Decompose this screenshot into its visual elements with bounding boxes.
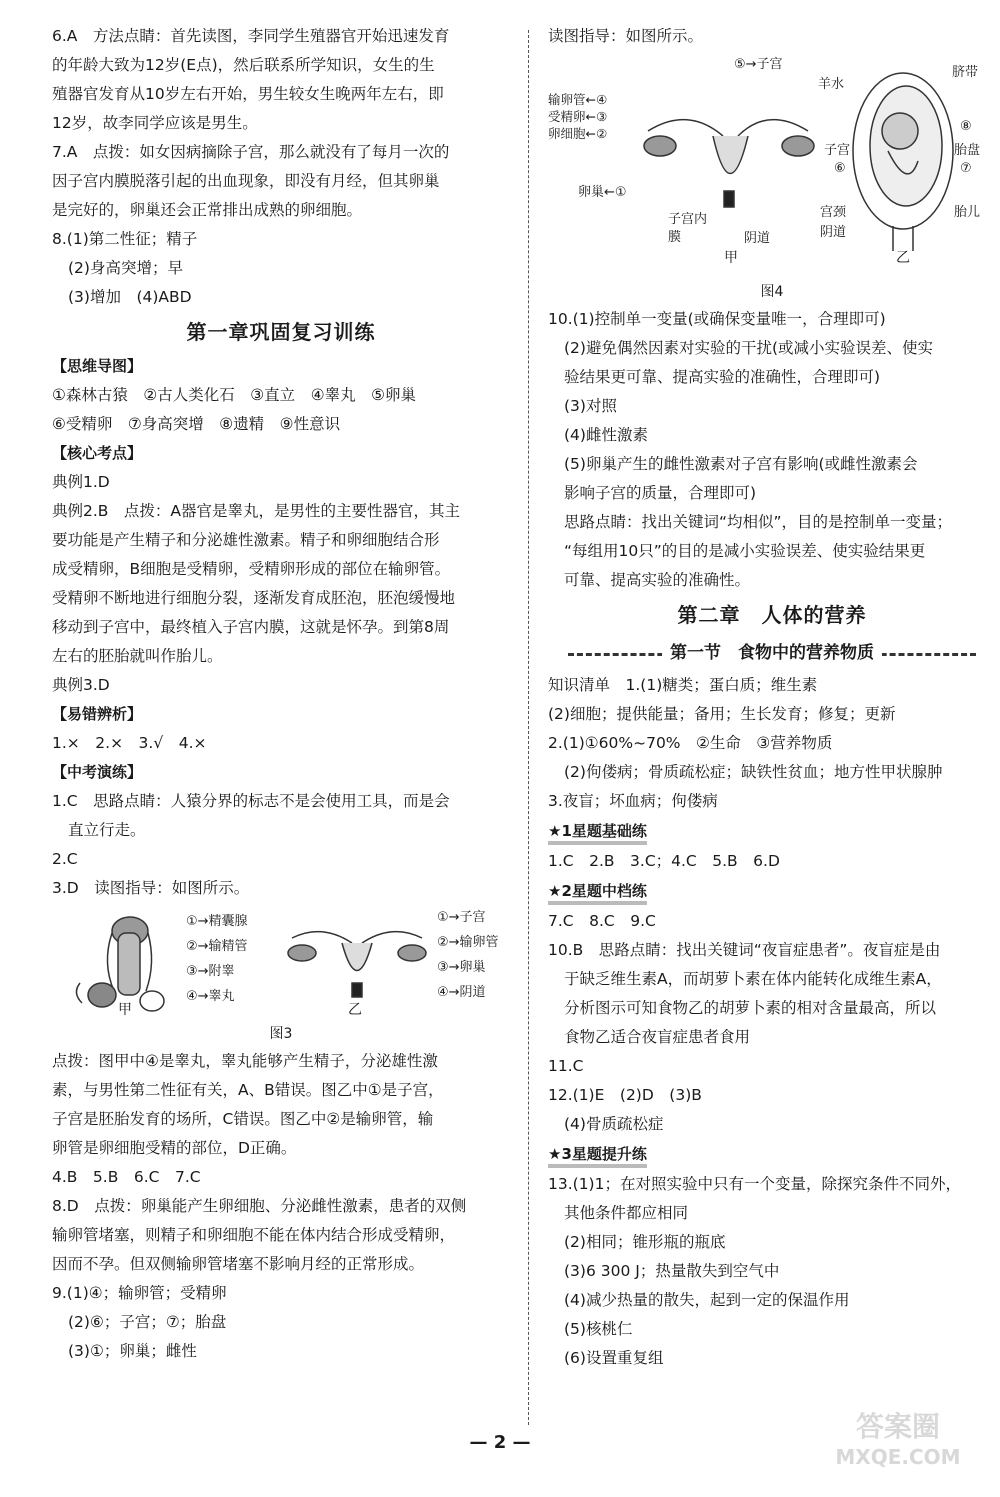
- star-3-heading: [548, 1139, 996, 1170]
- section-tag: 【核心考点】: [52, 444, 143, 462]
- text-line: 典例2.B 点拨：A器官是睾丸，是男性的主要性器官，其主: [52, 502, 461, 520]
- text-line: 12.(1)E (2)D (3)B: [548, 1086, 702, 1104]
- figure-4-left-labels: [548, 91, 607, 142]
- text-line: 12岁，故李同学应该是男生。: [52, 114, 258, 132]
- text-line: (2)相同；锥形瓶的瓶底: [564, 1233, 726, 1251]
- figure-3-caption: 图3: [269, 1026, 293, 1042]
- section-tag: 【思维导图】: [52, 357, 143, 375]
- chapter-2-title: 第二章 人体的营养: [677, 603, 867, 627]
- label-vagina-jia: 阴道: [744, 231, 771, 246]
- column-divider: [528, 30, 530, 1425]
- text-line: 3.D 读图指导：如图所示。: [52, 879, 250, 897]
- text-line: 食物乙适合夜盲症患者食用: [564, 1028, 751, 1046]
- text-line: 10.(1)控制单一变量(或确保变量唯一，合理即可): [548, 310, 886, 328]
- text-line: 读图指导：如图所示。: [548, 27, 704, 45]
- text-line: 点拨：图甲中④是睾丸，睾丸能够产生精子，分泌雄性激: [52, 1052, 438, 1070]
- label-testis: ④→睾丸: [186, 989, 235, 1004]
- label-fetus: 胎儿: [954, 205, 981, 220]
- label-uterus-yi: 子宫: [824, 143, 851, 158]
- label-8: ⑧: [960, 119, 972, 134]
- label-5-uterus: ⑤→子宫: [734, 57, 783, 72]
- text-line: “每组用10只”的目的是减小实验误差、使实验结果更: [564, 542, 926, 560]
- figure-4-yi: 乙: [896, 250, 910, 266]
- figure-3-jia: 甲: [118, 1002, 132, 1018]
- text-line: 因子宫内膜脱落引起的出血现象，即没有月经，但其卵巢: [52, 172, 440, 190]
- label-uterus: ①→子宫: [437, 910, 486, 925]
- text-line: 知识清单 1.(1)糖类；蛋白质；维生素: [548, 676, 818, 694]
- text-line: ⑥受精卵 ⑦身高突增 ⑧遗精 ⑨性意识: [52, 415, 341, 433]
- right-column: [548, 22, 996, 1373]
- figure-3-yi: 乙: [348, 1002, 362, 1018]
- female-reproductive-sketch: [288, 932, 426, 997]
- text-line: (4)雌性激素: [564, 426, 648, 444]
- watermark-line1: 答案圈: [855, 1410, 940, 1443]
- figure-4: [548, 51, 996, 279]
- answers-block-3: [52, 1047, 510, 1366]
- text-line: (3)6 300 J；热量散失到空气中: [564, 1262, 780, 1280]
- answers-block-2: [52, 352, 510, 903]
- female-organs-sketch: [644, 120, 814, 207]
- male-reproductive-sketch: [76, 917, 164, 1011]
- section-1-title-text: 第一节 食物中的营养物质: [662, 643, 882, 663]
- text-line: 卵管是卵细胞受精的部位，D正确。: [52, 1139, 297, 1157]
- text-line: (2)⑥；子宫；⑦；胎盘: [68, 1313, 227, 1331]
- text-line: 1.C 2.B 3.C；4.C 5.B 6.D: [548, 852, 780, 870]
- answers-block-6: [548, 1170, 996, 1373]
- section-tag: 【中考演练】: [52, 763, 143, 781]
- text-line: (5)核桃仁: [564, 1320, 633, 1338]
- text-line: (5)卵巢产生的雌性激素对子宫有影响(或雌性激素会: [564, 455, 918, 473]
- text-line: 典例1.D: [52, 473, 110, 491]
- chapter-review-title: 第一章巩固复习训练: [186, 320, 376, 344]
- text-line: 7.A 点拨：如女因病摘除子宫，那么就没有了每月一次的: [52, 143, 450, 161]
- text-line: 受精卵不断地进行细胞分裂，逐渐发育成胚泡，胚泡缓慢地: [52, 589, 456, 607]
- text-line: 验结果更可靠、提高实验的准确性，合理即可): [564, 368, 881, 386]
- text-line: 10.B 思路点睛：找出关键词“夜盲症患者”。夜盲症是由: [548, 941, 941, 959]
- figure-3-left-labels: [186, 909, 248, 1009]
- label-umbilical-cord: 脐带: [952, 65, 979, 80]
- label-4-oviduct: 输卵管←④: [548, 92, 608, 107]
- text-line: 典例3.D: [52, 676, 110, 694]
- figure-3: [52, 903, 510, 1047]
- label-3-fertilized-egg: 受精卵←③: [548, 109, 608, 124]
- watermark: [808, 1410, 988, 1470]
- text-line: 4.B 5.B 6.C 7.C: [52, 1168, 201, 1186]
- text-line: 直立行走。: [68, 821, 146, 839]
- text-line: 左右的胚胎就叫作胎儿。: [52, 647, 223, 665]
- pregnancy-sketch: [853, 73, 953, 251]
- text-line: (3)增加 (4)ABD: [68, 288, 192, 306]
- text-line: (6)设置重复组: [564, 1349, 664, 1367]
- text-line: 是完好的，卵巢还会正常排出成熟的卵细胞。: [52, 201, 363, 219]
- text-line: 移动到子宫中，最终植入子宫内膜，这就是怀孕。到第8周: [52, 618, 450, 636]
- text-line: (2)身高突增；早: [68, 259, 183, 277]
- text-line: 素，与男性第二性征有关，A、B错误。图乙中①是子宫，: [52, 1081, 444, 1099]
- text-line: 成受精卵，B细胞是受精卵，受精卵形成的部位在输卵管。: [52, 560, 451, 578]
- label-vagina: ④→阴道: [437, 985, 486, 1000]
- text-line: 其他条件都应相同: [564, 1204, 689, 1222]
- text-line: ①森林古猿 ②古人类化石 ③直立 ④睾丸 ⑤卵巢: [52, 386, 416, 404]
- text-line: 于缺乏维生素A，而胡萝卜素在体内能转化成维生素A，: [564, 970, 942, 988]
- text-line: 思路点睛：找出关键词“均相似”，目的是控制单一变量；: [564, 513, 953, 531]
- knowledge-list: [548, 671, 996, 816]
- star-2-heading-text: ★2星题中档练: [548, 882, 647, 905]
- star-1-heading: [548, 816, 996, 847]
- text-line: (2)佝偻病；骨质疏松症；缺铁性贫血；地方性甲状腺肿: [564, 763, 943, 781]
- text-line: 影响子宫的质量，合理即可): [564, 484, 757, 502]
- label-vas-deferens: ②→输精管: [186, 939, 248, 954]
- text-line: 2.(1)①60%~70% ②生命 ③营养物质: [548, 734, 833, 752]
- answers-block-4: [548, 305, 996, 595]
- label-epididymis: ③→附睾: [186, 964, 235, 979]
- text-line: 7.C 8.C 9.C: [548, 912, 656, 930]
- answers-block-5: [548, 907, 996, 1139]
- label-endometrium: 子宫内膜: [668, 212, 708, 245]
- text-line: (2)细胞；提供能量；备用；生长发育；修复；更新: [548, 705, 896, 723]
- text-line: (3)对照: [564, 397, 617, 415]
- text-line: 1.C 思路点睛：人猿分界的标志不是会使用工具，而是会: [52, 792, 450, 810]
- label-placenta: 胎盘: [954, 143, 981, 158]
- text-line: 输卵管堵塞，则精子和卵细胞不能在体内结合形成受精卵，: [52, 1226, 456, 1244]
- label-seminal-vesicle: ①→精囊腺: [186, 914, 248, 929]
- figure-4-jia: 甲: [724, 250, 738, 266]
- text-line: 13.(1)1；在对照实验中只有一个变量，除探究条件不同外，: [548, 1175, 961, 1193]
- text-line: 要功能是产生精子和分泌雄性激素。精子和卵细胞结合形: [52, 531, 440, 549]
- section-1-title: [548, 635, 996, 671]
- label-oviduct: ②→输卵管: [437, 935, 499, 950]
- text-line: 3.夜盲；坏血病；佝偻病: [548, 792, 718, 810]
- text-line: (3)①；卵巢；雌性: [68, 1342, 197, 1360]
- text-line: 2.C: [52, 850, 78, 868]
- answers-block-1: [52, 22, 510, 312]
- label-cervix: 宫颈: [820, 205, 847, 220]
- text-line: 6.A 方法点睛：首先读图，李同学生殖器官开始迅速发育: [52, 27, 450, 45]
- label-ovary: ③→卵巢: [437, 960, 486, 975]
- figure-3-right-labels: [437, 905, 499, 1005]
- star-3-heading-text: ★3星题提升练: [548, 1145, 647, 1168]
- text-line: 可靠、提高实验的准确性。: [564, 571, 751, 589]
- text-line: (4)骨质疏松症: [564, 1115, 664, 1133]
- text-line: 8.(1)第二性征；精子: [52, 230, 198, 248]
- label-amniotic-fluid: 羊水: [818, 77, 845, 92]
- star-2-heading: [548, 876, 996, 907]
- figure-4-diagram: [548, 51, 996, 251]
- text-line: 9.(1)④；输卵管；受精卵: [52, 1284, 227, 1302]
- text-line: 殖器官发育从10岁左右开始，男生较女生晚两年左右，即: [52, 85, 444, 103]
- left-column: [52, 22, 510, 1366]
- label-2-egg-cell: 卵细胞←②: [548, 126, 608, 141]
- label-6: ⑥: [834, 161, 846, 176]
- label-vagina-yi: 阴道: [820, 225, 847, 240]
- figure-4-caption: 图4: [760, 284, 784, 300]
- star-1-heading-text: ★1星题基础练: [548, 822, 647, 845]
- text-line: 分析图示可知食物乙的胡萝卜素的相对含量最高，所以: [564, 999, 937, 1017]
- text-line: (2)避免偶然因素对实验的干扰(或减小实验误差、使实: [564, 339, 934, 357]
- section-tag: 【易错辨析】: [52, 705, 143, 723]
- text-line: (4)减少热量的散失，起到一定的保温作用: [564, 1291, 850, 1309]
- watermark-line2: MXQE.COM: [835, 1445, 961, 1469]
- text-line: 8.D 点拨：卵巢能产生卵细胞、分泌雌性激素，患者的双侧: [52, 1197, 467, 1215]
- text-line: 11.C: [548, 1057, 584, 1075]
- text-line: 的年龄大致为12岁(E点)，然后联系所学知识，女生的生: [52, 56, 435, 74]
- label-1-ovary: 卵巢←①: [578, 185, 627, 200]
- text-line: 因而不孕。但双侧输卵管堵塞不影响月经的正常形成。: [52, 1255, 425, 1273]
- label-7: ⑦: [960, 161, 972, 176]
- text-line: 子宫是胚胎发育的场所，C错误。图乙中②是输卵管，输: [52, 1110, 434, 1128]
- page-number: — 2 —: [469, 1432, 531, 1453]
- text-line: 1.× 2.× 3.√ 4.×: [52, 734, 207, 752]
